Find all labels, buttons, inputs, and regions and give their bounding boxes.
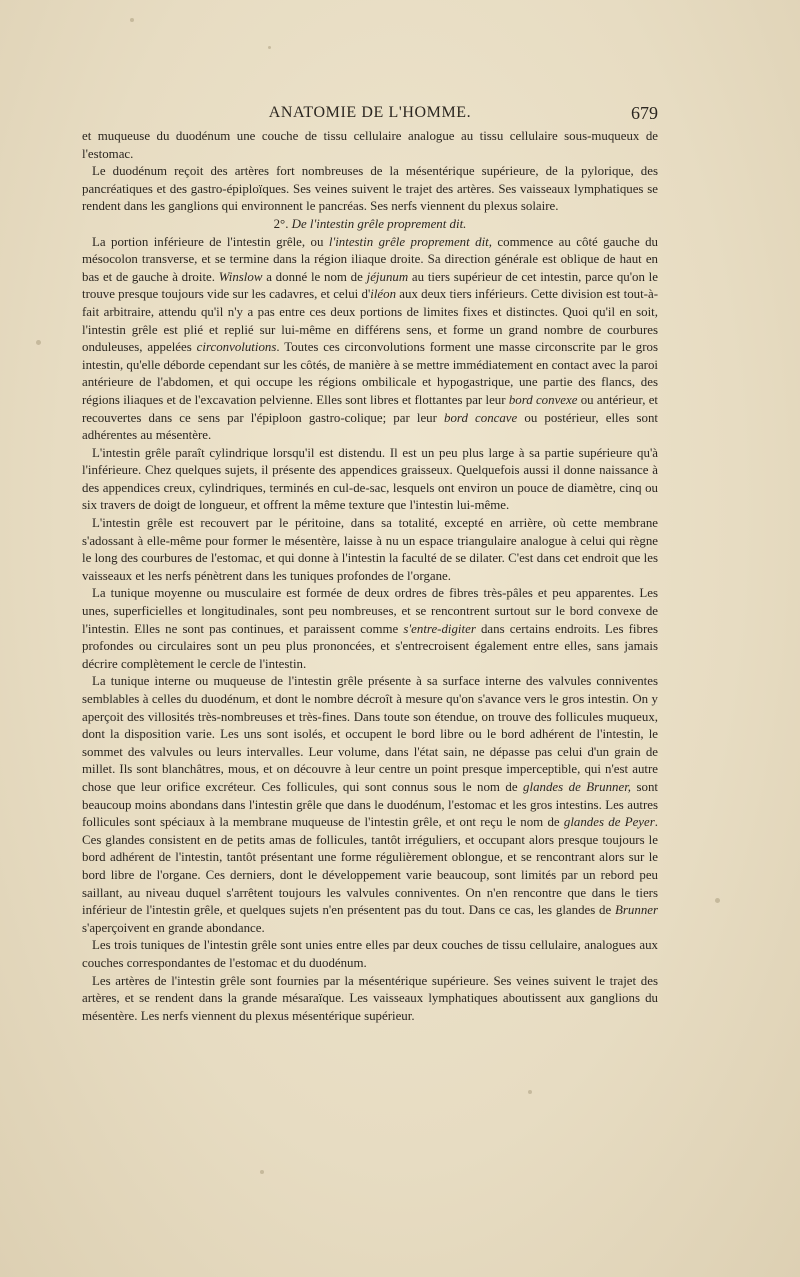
body-text — [82, 128, 658, 1025]
paper-stain — [260, 1170, 264, 1174]
paragraph: L'intestin grêle est recouvert par le péritoine, dans sa totalité, excepté en arrière, où cette membrane s'adossant à elle-même pour former le mésentère, laisse à nu un espace triangulaire analogue à celui qui règne le long des courbures de l'estomac, et qui donne à l'intestin la faculté de se dilater. C'est dans cet endroit que les vaisseaux et les nerfs pénètrent dans les tuniques profondes de l'organe. — [82, 516, 658, 583]
italic-term: s'entre-digiter — [403, 621, 476, 636]
paragraph: Le duodénum reçoit des artères fort nombreuses de la mésentérique supérieure, de la pylorique, des pancréatiques et des gastro-épiploïques. Ses veines suivent le trajet des artères. Ses vaisseaux lymphatiques se rendent dans les ganglions qui environnent le pancréas. Ses nerfs viennent du plexus solaire. — [82, 164, 658, 214]
text-run: La tunique moyenne ou musculaire est formée de deux ordres de fibres très-pâles et peu apparentes. Les unes, superficielles et longitudinales, sont peu nombreuses, et se rencontrent surtout sur le bord convexe de l'intestin. Elles ne sont pas continues, et paraissent comme — [82, 586, 658, 636]
paragraph: Les trois tuniques de l'intestin grêle sont unies entre elles par deux couches de tissu cellulaire, analogues aux couches correspondantes de l'estomac et du duodénum. — [82, 938, 658, 970]
text-run: . Ces glandes consistent en de petits amas de follicules, tantôt irréguliers, et occupant alors presque toujours le bord adhérent de l'intestin, tantôt présentant une forme régulièrement oblongue, et se rencontrant alors sur le bord libre de l'organe. Ces derniers, dont le développement varie beaucoup, sont limités par un rebord peu saillant, au niveau duquel s'arrêtent toujours les valvules conniventes. On n'en rencontre que dans le tiers inférieur de l'intestin grêle, et quelques sujets n'en présentent pas du tout. Dans ce cas, les glandes de — [82, 815, 658, 918]
italic-term: glandes de Brunner, — [523, 779, 632, 794]
italic-term: l'intestin grêle proprement dit, — [328, 234, 492, 249]
text-run: s'aperçoivent en grande abondance. — [82, 920, 265, 935]
text-run: sont beaucoup moins abondans dans l'intestin grêle que dans le duodénum, l'estomac et les gros intestins. Les autres follicules sont spéciaux à la membrane muqueuse de l'intestin grêle, et ont reçu le nom de — [82, 779, 658, 830]
section-title: De l'intestin grêle proprement dit. — [291, 216, 467, 231]
paragraph: L'intestin grêle paraît cylindrique lorsqu'il est distendu. Il est un peu plus large à sa partie supérieure qu'à l'inférieure. Chez quelques sujets, il présente des appendices graisseux. Quelquefois aussi il donne naissance à des appendices creux, cylindriques, terminés en cul-de-sac, lesquels ont environ un pouce de diamètre, cinq ou six travers de doigt de longueur, et offrent la même texture que l'intestin lui-même. — [82, 445, 658, 513]
paper-stain — [528, 1090, 532, 1094]
paragraph — [82, 234, 658, 445]
text-run: La tunique interne ou muqueuse de l'intestin grêle présente à sa surface interne des valvules conniventes semblables à celles du duodénum, et dont le nombre décroît à mesure qu'on s'avance vers le gros intestin. On y aperçoit des villosités très-nombreuses et très-fines. Dans toute son étendue, on trouve des follicules muqueux, dont la disposition varie. Les uns sont isolés, et occupent le bord libre ou le bord adhérent de l'intestin, le sommet des valvules ou leurs intervalles. Leur volume, dans l'état sain, ne dépasse pas celui d'un grain de millet. Ils sont blanchâtres, mous, et on découvre à leur centre un point presque imperceptible, qui n'est autre chose que leur orifice excréteur. Ces follicules, qui sont connus sous le nom de — [82, 674, 658, 794]
paper-stain — [715, 898, 720, 903]
paragraph — [82, 585, 658, 673]
paragraph — [82, 673, 658, 937]
running-head — [82, 104, 658, 128]
section-heading — [82, 216, 658, 234]
italic-term: jéjunum — [366, 269, 409, 284]
italic-term: Winslow — [218, 269, 263, 284]
section-number: 2°. — [273, 216, 289, 231]
paragraph: Les artères de l'intestin grêle sont fournies par la mésentérique supérieure. Ses veines suivent le trajet des artères, et se rendent dans la grande mésaraïque. Les vaisseaux lymphatiques aboutissent aux ganglions du mésentère. Les nerfs viennent du plexus mésentérique supérieur. — [82, 973, 658, 1023]
paper-stain — [36, 340, 41, 345]
text-run: . Toutes ces circonvolutions forment une masse circonscrite par le gros intestin, qu'elle déborde cependant sur les côtés, de manière à se mettre immédiatement en contact avec la paroi antérieure de l'abdomen, et qui occupe les régions ombilicale et hypogastrique, une partie des flancs, des régions iliaques et de l'excavation pelvienne. Elles sont libres et flottantes par leur — [82, 340, 659, 407]
italic-term: circonvolutions — [196, 340, 277, 355]
italic-term: Brunner — [615, 903, 658, 918]
paper-stain — [130, 18, 134, 22]
paper-stain — [268, 46, 271, 49]
text-run: dans certains endroits. Les fibres profondes ou circulaires sont un peu plus prononcées, et s'entrecroisent également entre elles, sans jamais décrire complètement le cercle de l'intestin. — [82, 621, 658, 671]
text-run: commence au côté gauche du mésocolon transverse, et se termine dans la région iliaque droite. Sa direction générale est oblique de haut en bas et de gauche à droite. — [82, 234, 659, 284]
italic-term: glandes de Peyer — [563, 815, 655, 830]
book-page — [82, 104, 658, 1025]
text-run: aux deux tiers inférieurs. Cette division est tout-à-fait arbitraire, attendu qu'il n'y a pas entre ces deux portions de limites fixes et distinctes. Quoi qu'il en soit, l'intestin grêle est plié et replié sur lui-même en différens sens, et forme un grand nombre de courbures onduleuses, appelées — [82, 287, 658, 355]
italic-term: bord convexe — [508, 392, 578, 407]
italic-term: bord concave — [444, 410, 518, 425]
text-run: ou antérieur, et recouvertes dans ce sens par l'épiploon gastro-colique; par leur — [82, 392, 658, 425]
text-run: La portion inférieure de l'intestin grêle, ou — [92, 234, 329, 249]
text-run: ou postérieur, elles sont adhérentes au mésentère. — [82, 410, 658, 443]
italic-term: iléon — [370, 287, 397, 302]
text-run: a donné le nom de — [262, 269, 367, 284]
page-header-title: ANATOMIE DE L'HOMME. — [268, 104, 472, 121]
text-run: au tiers supérieur de cet intestin, parce qu'on le trouve presque toujours vide sur les cadavres, et celui d' — [82, 269, 658, 302]
page-number: 679 — [631, 103, 658, 123]
paragraph: et muqueuse du duodénum une couche de tissu cellulaire analogue au tissu cellulaire sous-muqueux de l'estomac. — [82, 129, 658, 161]
